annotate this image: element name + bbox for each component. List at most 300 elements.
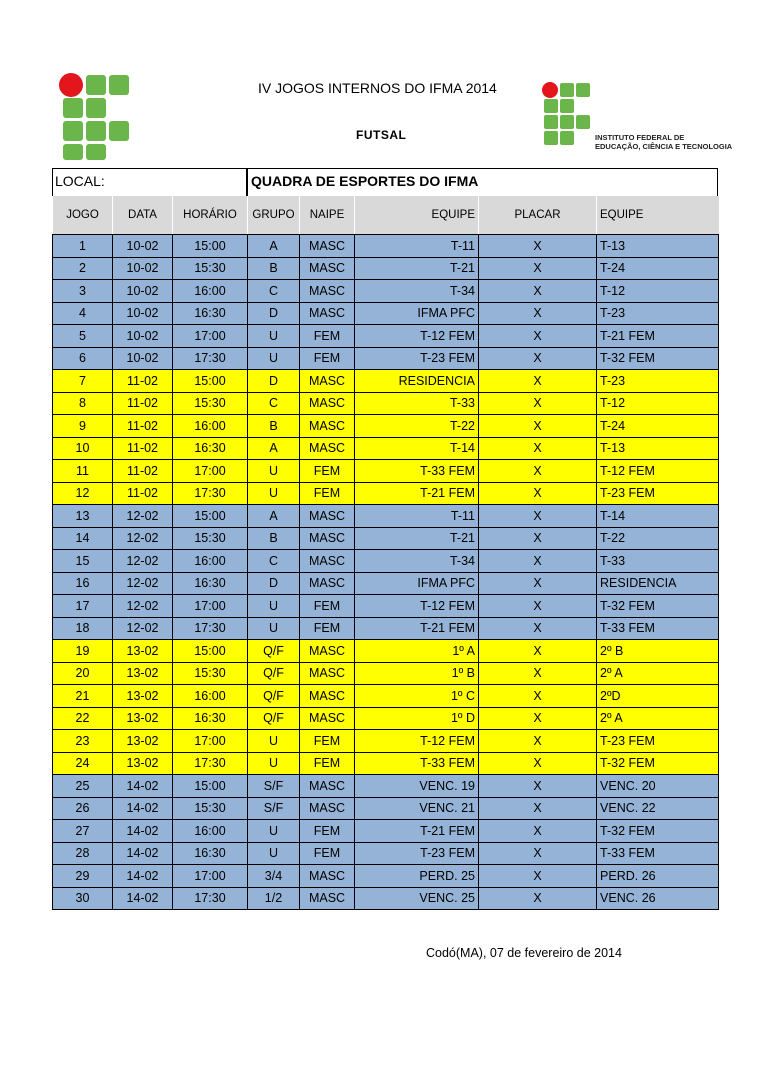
table-row [53,842,719,865]
cell-equipe-a: 1º A [355,640,479,663]
cell-grupo: U [248,347,300,370]
cell-score-b [557,415,597,438]
cell-equipe-b: 2º B [597,640,719,663]
cell-score-a [479,302,519,325]
cell-versus: X [519,797,557,820]
cell-equipe-b: T-33 FEM [597,842,719,865]
cell-horario: 15:00 [173,640,248,663]
cell-score-b [557,707,597,730]
cell-horario: 15:30 [173,527,248,550]
cell-naipe: MASC [300,235,355,258]
cell-equipe-a: T-21 FEM [355,820,479,843]
cell-naipe: MASC [300,302,355,325]
cell-score-b [557,775,597,798]
cell-horario: 15:30 [173,257,248,280]
table-row [53,595,719,618]
ifma-logo-left [58,72,132,167]
table-row [53,257,719,280]
cell-versus: X [519,752,557,775]
cell-equipe-a: T-34 [355,550,479,573]
cell-jogo: 5 [53,325,113,348]
cell-horario: 16:30 [173,437,248,460]
cell-versus: X [519,370,557,393]
cell-versus: X [519,437,557,460]
table-row [53,550,719,573]
cell-equipe-a: T-12 FEM [355,325,479,348]
cell-versus: X [519,572,557,595]
cell-grupo: A [248,437,300,460]
cell-equipe-a: PERD. 25 [355,865,479,888]
cell-equipe-a: T-11 [355,235,479,258]
cell-versus: X [519,505,557,528]
cell-data: 11-02 [113,482,173,505]
cell-jogo: 3 [53,280,113,303]
cell-score-a [479,460,519,483]
cell-score-a [479,685,519,708]
cell-score-b [557,797,597,820]
cell-naipe: MASC [300,257,355,280]
cell-score-a [479,257,519,280]
cell-jogo: 11 [53,460,113,483]
cell-versus: X [519,235,557,258]
cell-grupo: C [248,280,300,303]
cell-score-a [479,347,519,370]
table-row [53,730,719,753]
cell-versus: X [519,595,557,618]
table-row [53,707,719,730]
cell-grupo: D [248,302,300,325]
cell-equipe-a: VENC. 25 [355,887,479,910]
cell-equipe-b: T-23 [597,370,719,393]
cell-versus: X [519,257,557,280]
table-row [53,347,719,370]
cell-score-b [557,572,597,595]
table-row [53,482,719,505]
cell-score-b [557,820,597,843]
cell-horario: 16:00 [173,550,248,573]
cell-data: 14-02 [113,865,173,888]
table-row [53,617,719,640]
cell-versus: X [519,482,557,505]
cell-versus: X [519,392,557,415]
cell-equipe-a: 1º B [355,662,479,685]
cell-versus: X [519,280,557,303]
cell-score-b [557,887,597,910]
cell-equipe-b: VENC. 22 [597,797,719,820]
cell-grupo: C [248,550,300,573]
cell-jogo: 16 [53,572,113,595]
cell-data: 10-02 [113,302,173,325]
cell-grupo: C [248,392,300,415]
cell-data: 13-02 [113,662,173,685]
cell-equipe-b: PERD. 26 [597,865,719,888]
cell-score-a [479,482,519,505]
cell-data: 11-02 [113,460,173,483]
cell-horario: 17:30 [173,887,248,910]
cell-versus: X [519,527,557,550]
cell-score-b [557,752,597,775]
col-header-placar: PLACAR [479,196,597,235]
cell-score-b [557,595,597,618]
cell-versus: X [519,415,557,438]
cell-equipe-a: T-22 [355,415,479,438]
cell-jogo: 26 [53,797,113,820]
schedule-body [53,235,719,910]
cell-naipe: FEM [300,482,355,505]
cell-equipe-b: T-23 FEM [597,482,719,505]
cell-score-a [479,887,519,910]
logo-red-circle [59,73,83,97]
table-header-row [53,196,719,235]
cell-grupo: U [248,842,300,865]
cell-horario: 16:00 [173,415,248,438]
ifma-logo-right [541,81,593,158]
cell-grupo: U [248,460,300,483]
cell-naipe: MASC [300,280,355,303]
cell-naipe: FEM [300,595,355,618]
cell-jogo: 18 [53,617,113,640]
col-header-grupo: GRUPO [248,196,300,235]
ifma-logo-right-graphic [541,81,593,153]
cell-data: 13-02 [113,752,173,775]
cell-data: 10-02 [113,280,173,303]
cell-equipe-a: T-33 FEM [355,752,479,775]
location-divider [246,168,248,197]
cell-equipe-b: T-24 [597,257,719,280]
cell-grupo: U [248,482,300,505]
cell-equipe-b: T-14 [597,505,719,528]
cell-versus: X [519,617,557,640]
cell-versus: X [519,707,557,730]
cell-data: 12-02 [113,505,173,528]
cell-data: 11-02 [113,437,173,460]
cell-equipe-b: T-24 [597,415,719,438]
table-row [53,415,719,438]
cell-horario: 17:00 [173,595,248,618]
cell-equipe-b: VENC. 20 [597,775,719,798]
cell-grupo: D [248,370,300,393]
cell-horario: 17:00 [173,865,248,888]
cell-equipe-a: T-12 FEM [355,730,479,753]
cell-score-a [479,662,519,685]
cell-grupo: 3/4 [248,865,300,888]
cell-horario: 16:00 [173,820,248,843]
cell-jogo: 23 [53,730,113,753]
cell-equipe-a: T-21 FEM [355,617,479,640]
cell-score-b [557,437,597,460]
cell-data: 11-02 [113,370,173,393]
cell-equipe-b: T-23 [597,302,719,325]
cell-horario: 15:00 [173,370,248,393]
cell-equipe-a: T-14 [355,437,479,460]
cell-naipe: FEM [300,842,355,865]
cell-data: 11-02 [113,392,173,415]
table-row [53,325,719,348]
cell-naipe: FEM [300,347,355,370]
cell-score-b [557,730,597,753]
cell-equipe-b: RESIDENCIA [597,572,719,595]
cell-equipe-a: T-21 FEM [355,482,479,505]
cell-horario: 15:30 [173,797,248,820]
cell-horario: 17:00 [173,325,248,348]
cell-score-a [479,797,519,820]
cell-naipe: FEM [300,617,355,640]
cell-data: 10-02 [113,347,173,370]
cell-equipe-b: 2º A [597,707,719,730]
cell-jogo: 21 [53,685,113,708]
cell-data: 12-02 [113,595,173,618]
cell-data: 13-02 [113,640,173,663]
cell-score-b [557,370,597,393]
cell-equipe-b: T-12 [597,392,719,415]
cell-jogo: 12 [53,482,113,505]
table-row [53,820,719,843]
table-row [53,460,719,483]
cell-equipe-a: T-11 [355,505,479,528]
cell-score-b [557,482,597,505]
cell-score-b [557,685,597,708]
cell-data: 11-02 [113,415,173,438]
cell-data: 10-02 [113,257,173,280]
page-title: IV JOGOS INTERNOS DO IFMA 2014 [258,80,497,96]
cell-jogo: 27 [53,820,113,843]
cell-data: 14-02 [113,797,173,820]
cell-naipe: FEM [300,752,355,775]
cell-score-a [479,707,519,730]
cell-horario: 15:30 [173,392,248,415]
cell-data: 14-02 [113,820,173,843]
cell-versus: X [519,550,557,573]
cell-score-b [557,347,597,370]
cell-score-a [479,752,519,775]
cell-grupo: S/F [248,775,300,798]
cell-horario: 17:00 [173,460,248,483]
logo-square [86,75,106,95]
table-row [53,640,719,663]
cell-grupo: S/F [248,797,300,820]
table-row [53,370,719,393]
cell-jogo: 15 [53,550,113,573]
cell-grupo: B [248,415,300,438]
cell-naipe: MASC [300,370,355,393]
cell-versus: X [519,640,557,663]
table-row [53,235,719,258]
cell-equipe-a: T-12 FEM [355,595,479,618]
cell-equipe-a: T-21 [355,257,479,280]
cell-data: 13-02 [113,685,173,708]
cell-horario: 16:00 [173,280,248,303]
cell-data: 14-02 [113,775,173,798]
table-row [53,752,719,775]
cell-naipe: MASC [300,550,355,573]
cell-score-a [479,572,519,595]
cell-jogo: 9 [53,415,113,438]
cell-jogo: 24 [53,752,113,775]
cell-horario: 15:00 [173,505,248,528]
cell-score-b [557,842,597,865]
cell-equipe-b: T-13 [597,235,719,258]
cell-horario: 16:30 [173,302,248,325]
cell-equipe-a: T-33 [355,392,479,415]
cell-versus: X [519,887,557,910]
cell-score-a [479,235,519,258]
cell-score-b [557,325,597,348]
cell-naipe: MASC [300,415,355,438]
cell-score-b [557,392,597,415]
cell-equipe-a: T-21 [355,527,479,550]
cell-score-a [479,437,519,460]
logo-square [63,98,83,118]
logo-square [109,121,129,141]
cell-equipe-a: T-34 [355,280,479,303]
cell-equipe-b: T-32 FEM [597,752,719,775]
cell-equipe-b: T-33 [597,550,719,573]
cell-jogo: 25 [53,775,113,798]
table-row [53,797,719,820]
cell-grupo: U [248,730,300,753]
location-value: QUADRA DE ESPORTES DO IFMA [251,173,479,189]
cell-score-a [479,617,519,640]
cell-score-b [557,617,597,640]
cell-jogo: 22 [53,707,113,730]
col-header-equipe-a: EQUIPE [355,196,479,235]
cell-naipe: MASC [300,392,355,415]
cell-versus: X [519,347,557,370]
cell-score-b [557,527,597,550]
cell-grupo: B [248,257,300,280]
cell-grupo: U [248,595,300,618]
cell-score-a [479,505,519,528]
cell-horario: 17:00 [173,730,248,753]
institution-name-line2: EDUCAÇÃO, CIÊNCIA E TECNOLOGIA [595,142,733,151]
cell-score-a [479,527,519,550]
cell-horario: 15:30 [173,662,248,685]
cell-data: 13-02 [113,730,173,753]
cell-equipe-b: VENC. 26 [597,887,719,910]
cell-jogo: 29 [53,865,113,888]
cell-jogo: 30 [53,887,113,910]
table-row [53,662,719,685]
cell-horario: 17:30 [173,752,248,775]
cell-data: 12-02 [113,550,173,573]
cell-data: 12-02 [113,527,173,550]
cell-grupo: B [248,527,300,550]
cell-grupo: Q/F [248,685,300,708]
cell-grupo: U [248,325,300,348]
cell-horario: 15:00 [173,775,248,798]
cell-jogo: 20 [53,662,113,685]
cell-score-a [479,865,519,888]
ifma-logo-left-graphic [58,72,132,162]
cell-equipe-b: T-12 FEM [597,460,719,483]
cell-horario: 17:30 [173,617,248,640]
cell-equipe-b: T-33 FEM [597,617,719,640]
cell-score-a [479,370,519,393]
cell-equipe-b: T-22 [597,527,719,550]
institution-name-line1: INSTITUTO FEDERAL DE [595,133,685,142]
cell-naipe: MASC [300,865,355,888]
table-row [53,572,719,595]
col-header-naipe: NAIPE [300,196,355,235]
table-row [53,280,719,303]
cell-grupo: A [248,235,300,258]
cell-equipe-b: 2º A [597,662,719,685]
cell-equipe-a: 1º D [355,707,479,730]
cell-versus: X [519,302,557,325]
cell-equipe-a: VENC. 21 [355,797,479,820]
cell-versus: X [519,865,557,888]
cell-equipe-b: T-32 FEM [597,820,719,843]
cell-score-a [479,280,519,303]
cell-horario: 17:30 [173,482,248,505]
cell-jogo: 6 [53,347,113,370]
cell-jogo: 10 [53,437,113,460]
table-row [53,437,719,460]
cell-grupo: U [248,752,300,775]
cell-score-a [479,820,519,843]
location-label: LOCAL: [55,173,105,189]
cell-jogo: 17 [53,595,113,618]
table-row [53,685,719,708]
cell-versus: X [519,775,557,798]
cell-versus: X [519,842,557,865]
cell-jogo: 2 [53,257,113,280]
cell-equipe-a: IFMA PFC [355,572,479,595]
cell-data: 13-02 [113,707,173,730]
cell-score-b [557,302,597,325]
table-row [53,865,719,888]
cell-jogo: 14 [53,527,113,550]
cell-naipe: MASC [300,505,355,528]
cell-jogo: 8 [53,392,113,415]
cell-versus: X [519,820,557,843]
cell-naipe: FEM [300,730,355,753]
cell-score-a [479,842,519,865]
col-header-equipe-b: EQUIPE [597,196,719,235]
cell-naipe: MASC [300,797,355,820]
table-row [53,392,719,415]
table-row [53,887,719,910]
cell-equipe-a: 1º C [355,685,479,708]
cell-score-a [479,415,519,438]
logo-square [86,98,106,118]
cell-horario: 16:30 [173,707,248,730]
logo-square [86,144,106,160]
cell-score-a [479,550,519,573]
cell-score-b [557,865,597,888]
cell-jogo: 13 [53,505,113,528]
cell-score-b [557,460,597,483]
cell-naipe: MASC [300,437,355,460]
cell-horario: 16:30 [173,572,248,595]
cell-score-a [479,775,519,798]
cell-versus: X [519,460,557,483]
cell-horario: 17:30 [173,347,248,370]
cell-score-b [557,662,597,685]
cell-versus: X [519,325,557,348]
cell-versus: X [519,662,557,685]
cell-equipe-b: T-32 FEM [597,595,719,618]
cell-naipe: MASC [300,887,355,910]
cell-score-a [479,392,519,415]
cell-score-a [479,640,519,663]
cell-jogo: 7 [53,370,113,393]
cell-data: 12-02 [113,572,173,595]
cell-equipe-a: VENC. 19 [355,775,479,798]
cell-horario: 16:30 [173,842,248,865]
logo-square [109,75,129,95]
schedule-table [52,196,719,910]
